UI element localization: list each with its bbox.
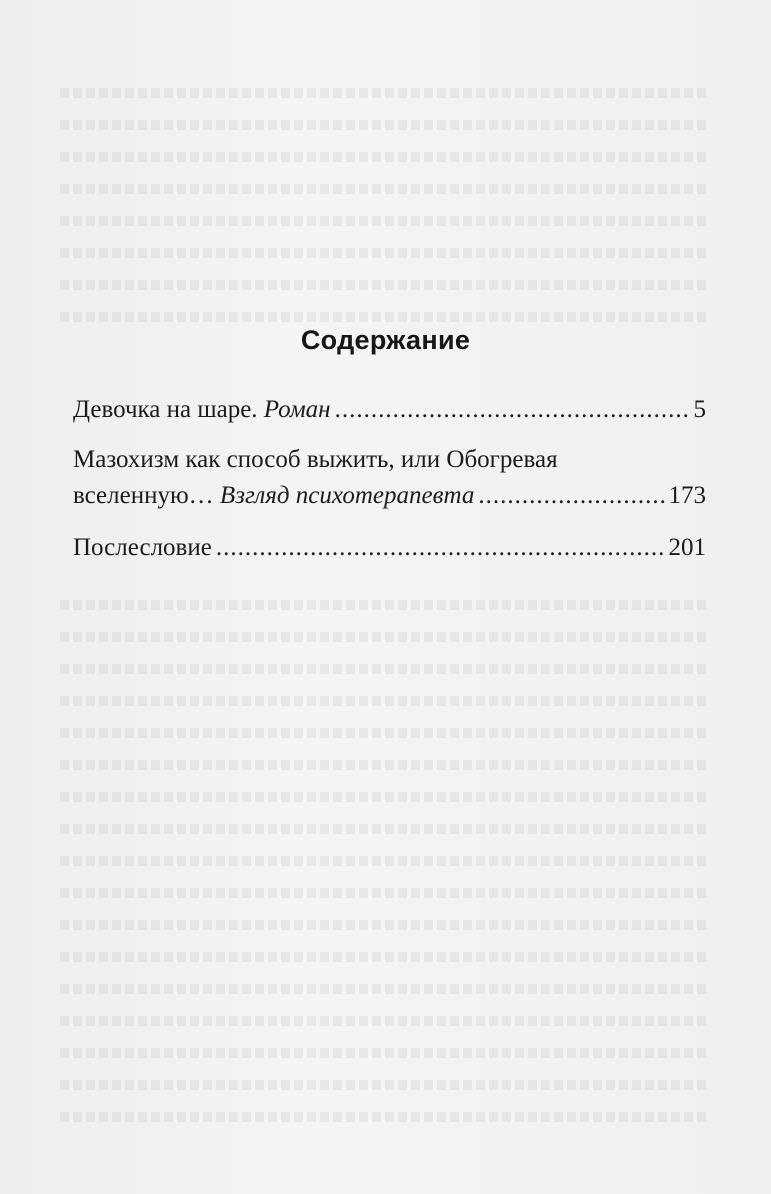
bleed-through-text bbox=[60, 696, 710, 706]
toc-entry bbox=[73, 392, 706, 428]
bleed-through-text bbox=[60, 88, 710, 98]
bleed-through-text bbox=[60, 120, 710, 130]
bleed-through-text bbox=[60, 184, 710, 194]
toc-heading: Содержание bbox=[300, 325, 471, 355]
bleed-through-text bbox=[60, 952, 710, 962]
toc-entry-subtitle: Роман bbox=[263, 396, 331, 423]
bleed-through-text bbox=[60, 1016, 710, 1026]
bleed-through-text bbox=[60, 1080, 710, 1090]
bleed-through-text bbox=[60, 824, 710, 834]
toc-entry-page: 201 bbox=[668, 534, 706, 561]
toc-entry bbox=[73, 442, 706, 514]
dot-leader bbox=[478, 478, 664, 514]
bleed-through-text bbox=[60, 728, 710, 738]
bleed-through-text bbox=[60, 248, 710, 258]
bleed-through-text bbox=[60, 1112, 710, 1122]
bleed-through-text bbox=[60, 888, 710, 898]
bleed-through-text bbox=[60, 280, 710, 290]
bleed-through-text bbox=[60, 600, 710, 610]
bleed-through-text bbox=[60, 152, 710, 162]
toc-entry-title: Послесловие bbox=[73, 534, 212, 561]
toc-entry-title-line1: Мазохизм как способ выжить, или Обогревая bbox=[73, 446, 558, 473]
dot-leader bbox=[216, 530, 665, 566]
toc-entry-text bbox=[73, 478, 474, 514]
toc-entry-title-line2: вселенную… bbox=[73, 482, 214, 509]
toc-entry-subtitle: Взгляд психотерапевта bbox=[219, 482, 475, 509]
toc-entry-row bbox=[73, 478, 706, 514]
toc-entry-page: 5 bbox=[693, 396, 706, 423]
bleed-through-text bbox=[60, 760, 710, 770]
toc-entry-page: 173 bbox=[668, 482, 706, 509]
bleed-through-text bbox=[60, 632, 710, 642]
bleed-through-text bbox=[60, 216, 710, 226]
bleed-through-text bbox=[60, 1048, 710, 1058]
bleed-through-text bbox=[60, 792, 710, 802]
toc-entry-row bbox=[73, 392, 706, 428]
bleed-through-text bbox=[60, 984, 710, 994]
toc-entry-title: Девочка на шаре. bbox=[73, 396, 258, 423]
toc-entry-text bbox=[73, 392, 331, 428]
bleed-through-text bbox=[60, 312, 710, 322]
bleed-through-text bbox=[60, 920, 710, 930]
bleed-through-text bbox=[60, 664, 710, 674]
toc-entry bbox=[73, 530, 706, 566]
dot-leader bbox=[335, 392, 690, 428]
toc-entry-row bbox=[73, 530, 706, 566]
bleed-through-text bbox=[60, 856, 710, 866]
